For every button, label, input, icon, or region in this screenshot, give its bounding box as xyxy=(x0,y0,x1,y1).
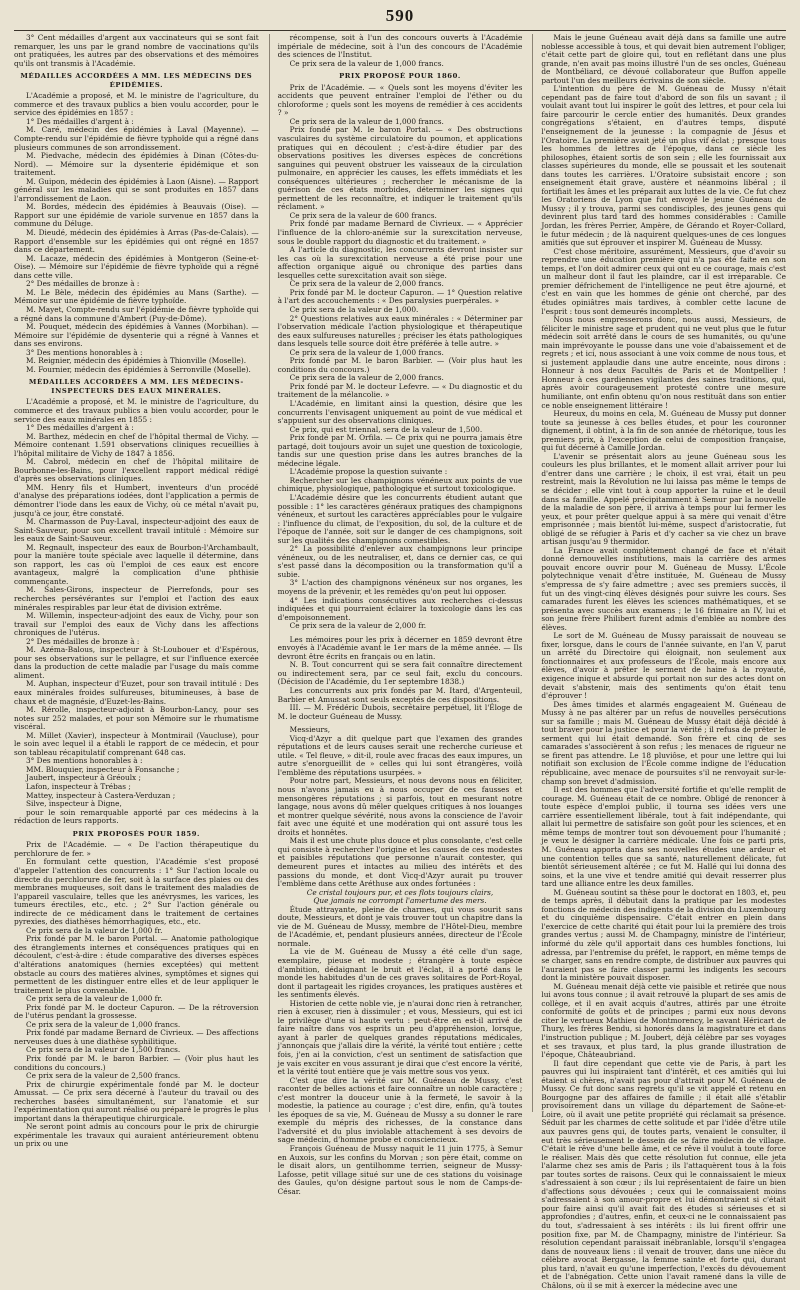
paragraph: Prix fondé par M. le baron Portal. — « Des obstructions vasculaires du système circulatoire du poumon, et applications pratiques qui en découlent ; c'est-à-dire étudier par des observations positives les diverses espèces de concrétions sanguines qui peuvent obstruer les vaisseaux de la circulation pulmonaire, en apprécier les causes, les effets immédiats et les conséquences ultérieures ; rechercher le mécanisme de la guérison de ces états morbides, déterminer les signes qui permettent de les reconnaître, et indiquer le traitement qu'ils réclament. » xyxy=(277,125,523,212)
paragraph: M. Guéneau soutint sa thèse pour le doctorat en 1803, et, peu de temps après, il débutait dans la pratique par les modestes fonctions de médecin des indigents de la division du Luxembourg et du cinquième dispensaire. C'était entrer en plein dans l'exercice de cette charité qui était pour lui la première des trois grandes vertus ; aussi M. de Champagny, ministre de l'intérieur, informé du zèle qu'il apportait dans ces humbles fonctions, lui adressa, par l'entremise du préfet, le rapport, en même temps de se charger, sans en rendre compte, de distribuer aux pauvres qui l'auraient pas se faire classer parmi les indigents les secours dont la ministère pouvait disposer. xyxy=(541,887,787,983)
paragraph: Le sort de M. Guéneau de Mussy paraissait de nouveau se fixer, lorsque, dans le cours de l'année suivante, en l'an V, parut un arrêté du Directoire qui éloignait, non seulement aux fonctionnaires et aux professeurs de l'École, mais encore aux élèves, d'avoir à prêter le serment de haine à la royauté, exigence inique et absurde qui portait non sur des actes dont on devait s'abstenir, mais des sentiments qu'on était tenu d'éprouver ! xyxy=(541,631,787,701)
paragraph: L'Académie désire que les concurrents étudient autant que possible : 1° les caractères généraux pratiques des champignons vénéneux, et surtout les caractères appréciables pour le vulgaire : l'influence du climat, de l'exposition, du sol, de la culture et de l'époque de l'année, soit sur le danger de ces champignons, soit sur les qualités des champignons comestibles. xyxy=(277,492,523,545)
paragraph: M. Dieudé, médecin des épidémies à Arras (Pas-de-Calais). — Rapport d'ensemble sur les épidémies qui ont régné en 1857 dans ce département. xyxy=(14,228,259,255)
paragraph: La vie de M. Guéneau de Mussy a été celle d'un sage, exemplaire, pieuse et modeste ; étrangère à toute espèce d'ambition, dédaignant le bruit et l'éclat, il a porté dans le monde les habitudes d'un de ces graves solitaires de Port-Royal, dont il partageait les rigides croyances, les pratiques austères et les sentiments élevés. xyxy=(277,947,523,1000)
paragraph: M. Regnault, inspecteur des eaux de Bourbon-l'Archambault, pour la manière toute spéciale avec laquelle il détermine, dans son rapport, les cas où l'emploi de ces eaux est encore avantageux, malgré la complication d'une phthisie commençante. xyxy=(14,542,259,586)
paragraph: L'Académie a proposé, et M. le ministre de l'agriculture, du commerce et des travaux publics a bien voulu accorder, pour le service des eaux minérales en 1855 : xyxy=(14,397,259,424)
paragraph: Les concurrents aux prix fondés par M. Itard, d'Argenteuil, Barbier et Amussat sont seuls exceptés de ces dispositions. xyxy=(277,686,523,704)
paragraph: Ce prix sera de la valeur de 1,000 francs. xyxy=(289,58,444,68)
verse-line: Que jamais ne corrompt l'amertume des mers. xyxy=(313,896,487,906)
paragraph: 3° Cent médailles d'argent aux vaccinateurs qui se sont fait remarquer, les uns par le grand nombre de vaccinations qu'ils ont pratiquées, les autres par des observations et des mémoires qu'ils ont transmis à l'Académie. xyxy=(14,33,259,68)
paragraph: L'Académie, en limitant ainsi la question, désire que les concurrents l'envisagent uniquement au point de vue médical et s'appuient sur des observations cliniques. xyxy=(277,398,523,426)
paragraph: L'avenir se présentait alors au jeune Guéneau sous les couleurs les plus brillantes, et le moment allait arriver pour lui d'entrer dans une carrière ; le choix, il est vrai, était un peu restreint, mais la Révolution ne lui laissa pas même le temps de se décider ; elle vint tout à coup apporter la ruine et le deuil dans sa famille. Appelé précipitamment à Semur par la nouvelle de la maladie de son père, il arriva à temps pour lui fermer les yeux, et pour prêter quelque appui à sa mère qui venait d'être emprisonnée ; mais bientôt lui-même, suspect d'aristocratie, fut obligé de se réfugier à Paris et d'y cacher sa vie chez un brave artisan jusqu'au 9 thermidor. xyxy=(541,451,787,547)
paragraph: François Guéneau de Mussy naquit le 11 juin 1775, à Semur en Auxois, sur les confins du Morvan ; son père était, comme on le disait alors, un gentilhomme terrien, seigneur de Mussy-Lafosse, petit village situé sur une de ces stations du voisinage des Gaules, qu'on désigne partout sous le nom de Camps-de-César. xyxy=(277,1144,523,1196)
paragraph: 2° La possibilité d'enlever aux champignons leur principe vénéneux, ou de les neutraliser, et, dans ce dernier cas, ce qui s'est passé dans la décomposition ou la transformation qu'il a subie. xyxy=(277,544,523,579)
paragraph: M. Reignier, médecin des épidémies à Thionville (Moselle). xyxy=(26,356,247,366)
paragraph: récompense, soit à l'un des concours ouverts à l'Académie impériale de médecine, soit à l'un des concours de l'Académie des sciences de l'Institut. xyxy=(277,33,523,60)
paragraph: Lafon, inspecteur à Trébas ; xyxy=(26,782,131,792)
paragraph: Ce prix sera de la valeur de 2,000 fr. xyxy=(289,621,427,631)
paragraph: M. Mayet, Compte-rendu sur l'épidémie de fièvre typhoïde qui a régné dans la commune d'Ambert (Puy-de-Dôme). xyxy=(14,304,259,323)
paragraph: Ce prix sera de la valeur de 2,500 francs. xyxy=(26,1071,181,1081)
paragraph: Prix fondé par M. Orfila. — Ce prix qui ne pourra jamais être partagé, doit toujours avoir un sujet une question de toxicologie, tandis sur une question prise dans les autres branches de la médecine légale. xyxy=(277,433,523,468)
paragraph: Ce prix sera de la valeur de 1,000 francs. xyxy=(289,347,444,357)
paragraph: 1° Des médailles d'argent à : xyxy=(26,423,134,433)
paragraph: Ce prix sera de la valeur de 1,000. xyxy=(289,304,419,314)
paragraph: Ce prix sera de la valeur de 1,000 francs. xyxy=(26,1019,181,1029)
paragraph: M. Guipon, médecin des épidémies à Laon (Aisne). — Rapport général sur les maladies qui se sont produites en 1857 dans l'arrondissement de Laon. xyxy=(14,176,259,203)
paragraph: M. Barthez, médecin en chef de l'hôpital thermal de Vichy. — Mémoire contenant 1.591 observations cliniques recueillies à l'hôpital militaire de Vichy de 1847 à 1856. xyxy=(14,431,259,458)
paragraph: M. Bordes, médecin des épidémies à Beauvais (Oise). — Rapport sur une épidémie de variole survenue en 1857 dans la commune du Déluge. xyxy=(14,202,259,229)
paragraph: MM. Blouquier, inspecteur à Fonsanche ; xyxy=(26,764,180,774)
paragraph: A l'article du diagnostic, les concurrents devront insister sur les cas où la surexcitation nerveuse a été prise pour une affection organique aiguë ou chronique des parties dans lesquelles cette surexcitation avait son siège. xyxy=(277,245,523,280)
column-right xyxy=(532,33,787,1290)
paragraph: Vicq-d'Azyr a dit quelque part que l'examen des grandes réputations et de leurs causes serait une recherche curieuse et utile. « Tel fleuve, » dit-il, roule avec fracas des eaux impures, un autre s'enorgueillit de » celles qui lui sont étrangères, voilà l'emblème des réputations usurpées. » xyxy=(277,733,523,777)
paragraph: Mattey, inspecteur à Castera-Verduzan ; xyxy=(26,790,176,800)
paragraph: Rechercher sur les champignons vénéneux aux points de vue chimique, physiologique, pathologique et surtout toxicologique. xyxy=(277,475,523,494)
paragraph: M. Millet (Xavier), inspecteur à Montmirail (Vaucluse), pour le soin avec lequel il a établi le rapport de ce médecin, et pour son tableau récapitulatif comprenant 648 cas. xyxy=(14,730,259,757)
paragraph: N. B. Tout concurrent qui se sera fait connaître directement ou indirectement sera, par ce seul fait, exclu du concours. (Décision de l'Académie, du 1er septembre 1838.) xyxy=(277,660,523,687)
paragraph: Heureux, du moins en cela, M. Guéneau de Mussy put donner toute sa jeunesse à ces belles études, et pour les couronner dignement, il obtint, à la fin de son année de rhétorique, tous les premiers prix, à l'exception de celui de composition française, qui fut décerné à Camille Jordan. xyxy=(541,409,787,453)
paragraph: M. Guéneau menait déjà cette vie paisible et retirée que nous lui avons tous connue ; il avait retrouvé la plupart de ses amis de collège, et il en avait acquis d'autres, attirés par une étroite conformité de goûts et de principes ; parmi eux nous devons citer le vertueux Mathieu de Montmorency, le savant Héricart de Thury, les frères Bendu, si honorés dans la magistrature et dans l'instruction publique ; M. Joubert, déjà célèbre par ses voyages et ses travaux, et plus tard, la plus grande illustration de l'époque, Châteaubriand. xyxy=(541,981,787,1060)
section-heading: PRIX PROPOSÉS POUR 1859. xyxy=(72,829,200,838)
header-rule xyxy=(14,30,786,31)
paragraph: 1° Des médailles d'argent à : xyxy=(26,116,134,126)
paragraph: Prix fondé par M. le docteur Capuron. — De la rétroversion de l'utérus pendant la grossesse. xyxy=(14,1002,259,1021)
paragraph: 3° Des mentions honorables à : xyxy=(26,756,143,766)
paragraph: C'est que dire la vérité sur M. Guéneau de Mussy, c'est raconter de belles actions et faire connaître un noble caractère ; c'est montrer la douceur unie à la fermeté, le savoir à la modestie, la patience au courage ; c'est dire, enfin, qu'à toutes les époques de sa vie, M. Guéneau de Mussy a su donner le rare exemple du mépris des richesses, de la constance dans l'adversité et du plus inviolable attachement à ses devoirs de sage médecin, d'homme probe et consciencieux. xyxy=(277,1075,523,1145)
page-number: 590 xyxy=(385,6,415,25)
paragraph: M. Lacaze, médecin des épidémies à Montgeron (Seine-et-Oise). — Mémoire sur l'épidémie de fièvre typhoïde qui a régné dans cette ville. xyxy=(14,253,259,280)
paragraph: M. Piedvache, médecin des épidémies à Dinan (Côtes-du-Nord). — Mémoire sur la dysenterie épidémique et son traitement. xyxy=(14,151,259,178)
paragraph: M. Cabrol, médecin en chef de l'hôpital militaire de Bourbonne-les-Bains, pour l'excellent rapport médical rédigé d'après ses observations cliniques. xyxy=(14,457,259,484)
paragraph: Prix fondé par madame Bernard de Civrieux. — Des affections nerveuses dues à une diathèse syphilitique. xyxy=(14,1028,259,1046)
column-middle xyxy=(269,33,523,1196)
paragraph: Prix de l'Académie. — « De l'action thérapeutique du perchlorure de fer. » xyxy=(14,840,259,858)
paragraph: M. Charmasson de Puy-Laval, inspecteur-adjoint des eaux de Saint-Sauveur, pour son excellent travail intitulé : Mémoire sur les eaux de Saint-Sauveur. xyxy=(14,517,259,544)
paragraph: Ce prix sera de la valeur de 1,000 fr. xyxy=(26,994,163,1004)
paragraph: Historien de cette noble vie, je n'aurai donc rien à retrancher, rien à excuser, rien à dissimuler ; et vous, Messieurs, qui est ici le privilège d'une si haute vertu : peut-être en est-il arrivé de faire naître dans vos esprits un peu d'appréhension, lorsque, ayant à parler de quelques grandes réputations médicales, j'annonçais que j'allais dire la vérité, la vérité tout entière ; cette fois, j'en ai la conviction, c'est un sentiment de satisfaction que je vais exciter en vous assurant je dirai que c'est encore la vérité, et la vérité tout entière que je vais mettre sous vos yeux. xyxy=(277,998,523,1077)
paragraph: Nous nous empresserons donc, nous aussi, Messieurs, de féliciter le ministre sage et prudent qui ne veut plus que le futur médecin soit arrêté dans le cours de ses humanités, ou qu'une main imprévoyante le pousse dans une voie d'abaissement et de regrets ; et ici, nous associant à une voix comme de nous tous, et si justement applaudie dans une autre enceinte, nous dirons : Honneur à nos deux Facultés de Paris et de Montpellier ! Honneur à ces gardiennes vigilantes des saines traditions, qui, après avoir courageusement protesté contre une mesure humiliante, ont enfin obtenu qu'on nous restituât dans son entier ce noble enseignement littéraire ! xyxy=(541,315,787,410)
paragraph: III. — M. Frédéric Dubois, secrétaire perpétuel, lit l'Éloge de M. le docteur Guéneau de Mussy. xyxy=(277,703,523,721)
paragraph: 3° Des mentions honorables à : xyxy=(26,347,143,357)
paragraph: L'Académie a proposé, et M. le ministre de l'agriculture, du commerce et des travaux publics a bien voulu accorder, pour le service des épidémies en 1857 : xyxy=(14,91,259,118)
paragraph: Pour notre part, Messieurs, et nous devons nous en féliciter, nous n'avons jamais eu à nous occuper de ces fausses et mensongères réputations ; si parfois, tout en mesurant notre langage, nous avons dû mêler quelques critiques à nos louanges et montrer quelque sévérité, nous avons la conscience de l'avoir fait avec une équité et une modération qui ont assuré tous les droits et honnêtes. xyxy=(277,776,523,837)
paragraph: 4° Les indications consécutives aux recherches ci-dessus indiquées et qui pourraient éclairer la toxicologie dans les cas d'empoisonnement. xyxy=(277,595,523,622)
paragraph: pour le soin remarquable apporté par ces médecins à la rédaction de leurs rapports. xyxy=(14,807,259,826)
paragraph: Prix de chirurgie expérimentale fondé par M. le docteur Amussat. — Ce prix sera décerné à l'auteur du travail ou des recherches basées simultanément, sur l'anatomie et sur l'expérimentation qui auront réalisé ou préparé le progrès le plus important dans la thérapeutique chirurgicale. xyxy=(14,1079,259,1123)
paragraph: Prix fondé par M. le baron Barbier. — (Voir plus haut les conditions du concours.) xyxy=(14,1053,259,1072)
paragraph: Jaubert, inspecteur à Gréoulx ; xyxy=(26,773,141,783)
paragraph: Prix fondé par madame Bernard de Civrieux. — « Apprécier l'influence de la chloro-anémie sur la surexcitation nerveuse, sous le double rapport du diagnostic et du traitement. » xyxy=(277,219,523,246)
paragraph: M. Caré, médecin des épidémies à Laval (Mayenne). — Compte-rendu sur l'épidémie de fièvre typhoïde qui a régné dans plusieurs communes de son arrondissement. xyxy=(14,125,259,152)
column-left xyxy=(14,33,259,1149)
paragraph: M. Auphan, inspecteur d'Euzet, pour son travail intitulé : Des eaux minérales froides sulfureuses, bitumineuses, à base de chaux et de magnésie, d'Euzet-les-Bains. xyxy=(14,679,259,706)
paragraph: Mais il est une chute plus douce et plus consolante, c'est celle qui consiste à rechercher l'origine et les causes de ces modestes et paisibles réputations que personne n'aurait contester, qui demeurent pures et intactes au milieu des intérêts et des passions du monde, et dont Vicq-d'Azyr aurait pu trouver l'emblème dans cette Aréthuse aux ondes fortunées : xyxy=(277,836,523,889)
paragraph: Ce prix sera de la valeur de 1,000 francs. xyxy=(289,116,444,126)
paragraph: Ce prix sera de la valeur de 1,500 francs. xyxy=(26,1045,181,1055)
paragraph: Des âmes timides et alarmés engageaient M. Guéneau de Mussy à ne pas altérer par un refus de nouvelles persécutions sur sa famille ; mais M. Guéneau de Mussy était déjà décidé à tout braver pour la justice et pour la vérité ; il refusa de prêter le serment qui lui était demandé. Son frère et cinq de ses camarades s'associèrent à son refus ; les menaces de rigueur ne se firent pas attendre. Le 18 pluviôse, et pour une lettre qui lui notifiait son exclusion de l'École comme indigne de l'éducation républicaine, avec menace de poursuites s'il ne renvoyait sur-le-champ son brevet d'admission. xyxy=(541,699,787,786)
paragraph: Ce prix sera de la valeur de 600 francs. xyxy=(289,210,437,220)
paragraph: M. Rérolle, inspecteur-adjoint à Bourbon-Lancy, pour ses notes sur 252 malades, et pour son Mémoire sur le rhumatisme viscéral. xyxy=(14,705,259,732)
section-heading: PRIX PROPOSÉ POUR 1860. xyxy=(339,72,461,81)
paragraph: Les mémoires pour les prix à décerner en 1859 devront être envoyés à l'Académie avant le 1er mars de la même année. — Ils devront être écrits en français ou en latin. xyxy=(277,634,523,661)
paragraph: Prix fondé par M. le docteur Lefevre. — « Du diagnostic et du traitement de la mélancolie. » xyxy=(277,381,523,400)
paragraph: En formulant cette question, l'Académie s'est proposé d'appeler l'attention des concurrents : 1° Sur l'action locale ou directe du perchlorure de fer, soit à la surface des plaies ou des membranes muqueuses, soit dans le traitement des maladies de l'appareil vasculaire, telles que les anévrysmes, les varices, les tumeurs érectiles, etc., etc. ; 2° Sur l'action générale ou indirecte de ce médicament dans le traitement de certaines pyrexies, des diathèses hémorrhagiques, etc., etc. xyxy=(14,857,259,927)
paragraph: Ce prix sera de la valeur de 2,000 francs. xyxy=(289,279,444,289)
paragraph: L'intention du père de M. Guéneau de Mussy n'était cependant pas de faire tout d'abord de son fils un savant ; il voulait avant tout lui inspirer le goût des lettres, et pour cela lui faire parcourir le cercle entier des humanités. Deux grandes congrégations s'étaient, en d'autres temps, disputé l'enseignement de la jeunesse : la compagnie de Jésus et l'Oratoire. La première avait jeté un plus vif éclat ; presque tous les hommes de lettres de l'époque, dans ce siècle les philosophes, étaient sortis de son sein ; elle les fournissait aux classes supérieures du monde, elle se poussait et les soutenait dans toutes les carrières. L'Oratoire subsistait encore ; son enseignement était grave, austère et néanmoins libéral ; il fortifiait les âmes et les préparait aux luttes de la vie. Ce fut chez les Oratoriens de Lyon que fut envoyé le jeune Guéneau de Mussy ; il y trouva, parmi ses condisciples, des jeunes gens qui devinrent plus tard tard des hommes considérables : Camille Jordan, les frères Perrier, Ampère, de Gérando et Royer-Collard, le futur médecin ; de là naquirent quelques-unes de ces longues amitiés que sut éprouver et inspirer M. Guéneau de Mussy. xyxy=(541,84,787,248)
paragraph: Silve, inspecteur à Digne, xyxy=(26,799,122,809)
paragraph: Il est des hommes que l'adversité fortifie et qu'elle remplit de courage. M. Guéneau était de ce nombre. Obligé de renoncer à toute espèce d'emploi public, il tourna ses idées vers une carrière essentiellement libérale, tout à fait indépendante, qui allait lui permettre de satisfaire son goût pour les sciences, et en même temps de montrer tout son dévouement pour l'humanité ; je veux le désigner la carrière médicale. Une fois ce parti pris, M. Guéneau apporta dans ses nouvelles études une ardeur et une contention telles que sa santé, naturellement délicate, fut bientôt sérieusement altérée ; ce fut M. Hallé qui lui donna des soins, et la une vive et tendre amitié qui devait resserrer plus tard une alliance entre les deux familles. xyxy=(541,785,787,889)
paragraph: Il faut dire cependant que cette vie de Paris, à part les pauvres qui lui inspiraient tant d'intérêt, et ces amitiés qui lui étaient si chères, n'avait pas pour d'attrait pour M. Guéneau de Mussy. Ce fut donc sans regrets qu'il se vit appelé et retenu en Bourgogne par des affaires de famille ; il était allé s'établir provisoirement dans un village du département de Saône-et-Loire, où il avait une petite propriété qui réclamait sa présence. Séduit par les charmes de cette solitude et par l'idée d'être utile aux pauvres gens qui, de toutes parts, venaient le consulter, il eut très sérieusement le dessein de se faire médecin de village. C'était le rêve d'une belle âme, et ce rêve il voulut à toute force le réaliser. Mais dès que cette résolution fut connue, elle jeta l'alarme chez ses amis de Paris ; ils l'attaquèrent tous à la fois par toutes sortes de raisons. Ceux qui le connaissaient le mieux s'adressaient à son cœur ; ils lui représentaient de faire un bien d'affections sous dévouées ; ceux qui le connaissaient moins s'adressaient à son amour-propre et lui démontraient si c'était pour faire ainsi qu'il avait fait des études si sérieuses et si approfondies ; d'autres, enfin, et ceux-ci ne le connaissaient pas du tout, s'adressaient à ses intérêts : ils lui firent offrir une position fixe, par M. de Champagny, ministre de l'intérieur. Sa résolution cependant paraissait inébranlable, lorsqu'il s'engagea dans de nouveaux liens : il venait de trouver, dans une nièce du célèbre avocat Bergasse, la femme sainte et forte qui, durant plus tard, n'avait eu qu'une imperfection, l'excès du dévouement et de l'abnégation. Cette union l'avait ramené dans la ville de Châlons, où il se mit à exercer la médecine avec une xyxy=(541,1058,787,1290)
paragraph: 2° Questions relatives aux eaux minérales : « Déterminer par l'observation médicale l'action physiologique et thérapeutique des eaux sulfureuses naturelles ; préciser les états pathologiques dans lesquels telle source doit être préférée à telle autre. » xyxy=(277,313,523,349)
paragraph: M. Azéma-Balous, inspecteur à St-Loubouer et d'Espérous, pour ses observations sur le pellagre, et sur l'influence exercée dans la production de cette maladie par l'usage du maïs comme aliment. xyxy=(14,645,259,680)
verse-line: Ce cristal toujours pur, et ces flots toujours clairs, xyxy=(306,887,494,897)
paragraph: M. Fournier, médecin des épidémies à Serronville (Moselle). xyxy=(26,364,251,374)
paragraph: Prix fondé par M. le docteur Capuron. — 1° Question relative à l'art des accouchements : « Des paralysies puerpérales. » xyxy=(277,287,523,306)
paragraph: Ce prix sera de la valeur de 2,000 francs. xyxy=(289,373,444,383)
paragraph: Mais le jeune Guéneau avait déjà dans sa famille une autre noblesse accessible à tous, et qui devait bien autrement l'obliger, c'était cette part de gloire qui, tout en reflétant dans une plus grande, n'en avait pas moins illustré l'un de ses oncles, Guéneau de Montbéliard, ce dévoué collaborateur que Buffon appelle partout l'un des meilleurs écrivains de son siècle. xyxy=(541,33,787,85)
paragraph: Ne seront point admis au concours pour le prix de chirurgie expérimentale les travaux qui auraient antérieurement obtenu un prix ou une xyxy=(14,1122,259,1149)
paragraph: Ce prix, qui est triennal, sera de la valeur de 1,500. xyxy=(289,424,483,434)
paragraph: M. Le Bèle, médecin des épidémies au Mans (Sarthe). — Mémoire sur une épidémie de fièvre typhoïde. xyxy=(14,287,259,306)
paragraph: 2° Des médailles de bronze à : xyxy=(26,636,140,646)
paragraph: MM. Henry fils et Humbert, inventeurs d'un procédé d'analyse des préparations iodées, dont l'application a permis de démontrer l'iode dans les eaux de Vichy, où ce métal n'avait pu, jusqu'à ce jour, être constaté. xyxy=(14,482,259,518)
paragraph: Prix fondé par M. le baron Portal. — Anatomie pathologique des étranglements internes et conséquences pratiques qui en découlent, c'est-à-dire : étude comparative des diverses espèces d'altérations anatomiques (hernies exceptées) qui mettent obstacle au cours des matières alvines, symptômes et signes qui permettent de les distinguer entre elles et de leur appliquer le traitement le plus convenable. xyxy=(14,934,259,995)
paragraph: 3° L'action des champignons vénéneux sur nos organes, les moyens de la prévenir, et les remèdes qu'on peut lui opposer. xyxy=(277,578,523,596)
paragraph: 2° Des médailles de bronze à : xyxy=(26,279,140,289)
paragraph: M. Pouquet, médecin des épidémies à Vannes (Morbihan). — Mémoire sur l'épidémie de dysenterie qui a régné à Vannes et dans ses environs. xyxy=(14,322,259,349)
paragraph: L'Académie propose la question suivante : xyxy=(289,467,448,477)
paragraph: C'est chose méritoire, assurément, Messieurs, que d'avoir su reprendre une éducation première qui n'a pas été faite en son temps, et l'on doit admirer ceux qui ont eu ce courage, mais c'est un malheur dont il faut les plaindre, car il est irréparable. Ce premier défrichement de l'intelligence ne peut être ajourné, et c'est en vain que les hommes de génie ont cherché, par des études opiniâtres mais tardives, à combler cette lacune de l'esprit : tous sont demeurés incomplets. xyxy=(541,246,787,316)
paragraph: Messieurs, xyxy=(289,725,331,735)
paragraph: La France avait complètement changé de face et n'était donné dernouvelles institutions, mais la carrière des armes pouvait encore ouvrir pour M. Guéneau de Mussy. L'École polytechnique venait d'être instituée, M. Guéneau de Mussy s'empressa de s'y faire admettre ; avec ses premiers succès, il fut un des vingt-cinq élèves désignés pour suivre les cours. Ses camarades furent les élèves les sciences mathématiques, et se présenta avec succès aux examens ; le 16 frimaire an IV, lui et son jeune frère Philibert furent admis d'emblée au nombre des élèves. xyxy=(541,545,787,632)
paragraph: Étude attrayante, pleine de charmes, qui vous sourit sans doute, Messieurs, et dont je vais trouver tout un chapitre dans la vie de M. Guéneau de Mussy, membre de l'Hôtel-Dieu, membre de l'Académie, et, pendant plusieurs années, directeur de l'École normale. xyxy=(277,904,523,948)
paragraph: Prix de l'Académie. — « Quels sont les moyens d'éviter les accidents que peuvent entraîner l'emploi de l'éther ou du chloroforme ; quels sont les moyens de remédier à ces accidents ? » xyxy=(277,82,523,118)
paragraph: Ce prix sera de la valeur de 1,000 fr. xyxy=(26,925,163,935)
paragraph: Prix fondé par M. le baron Barbier. — (Voir plus haut les conditions du concours.) xyxy=(277,356,523,374)
section-heading: MÉDAILLES ACCORDÉES A MM. LES MÉDECINS-INSPECTEURS DES EAUX MINÉRALES. xyxy=(28,378,244,395)
text-columns xyxy=(14,33,787,1290)
section-heading: MÉDAILLES ACCORDÉES A MM. LES MÉDECINS DES ÉPIDÉMIES. xyxy=(20,72,253,89)
paragraph: M. Willemin, inspecteur-adjoint des eaux de Vichy, pour son travail sur l'emploi des eaux de Vichy dans les affections chroniques de l'utérus. xyxy=(14,611,259,638)
paragraph: M. Sales-Girons, inspecteur de Pierrefonds, pour ses recherches persévérantes sur l'emploi et l'action des eaux minérales respirables par leur état de division extrême. xyxy=(14,585,259,612)
